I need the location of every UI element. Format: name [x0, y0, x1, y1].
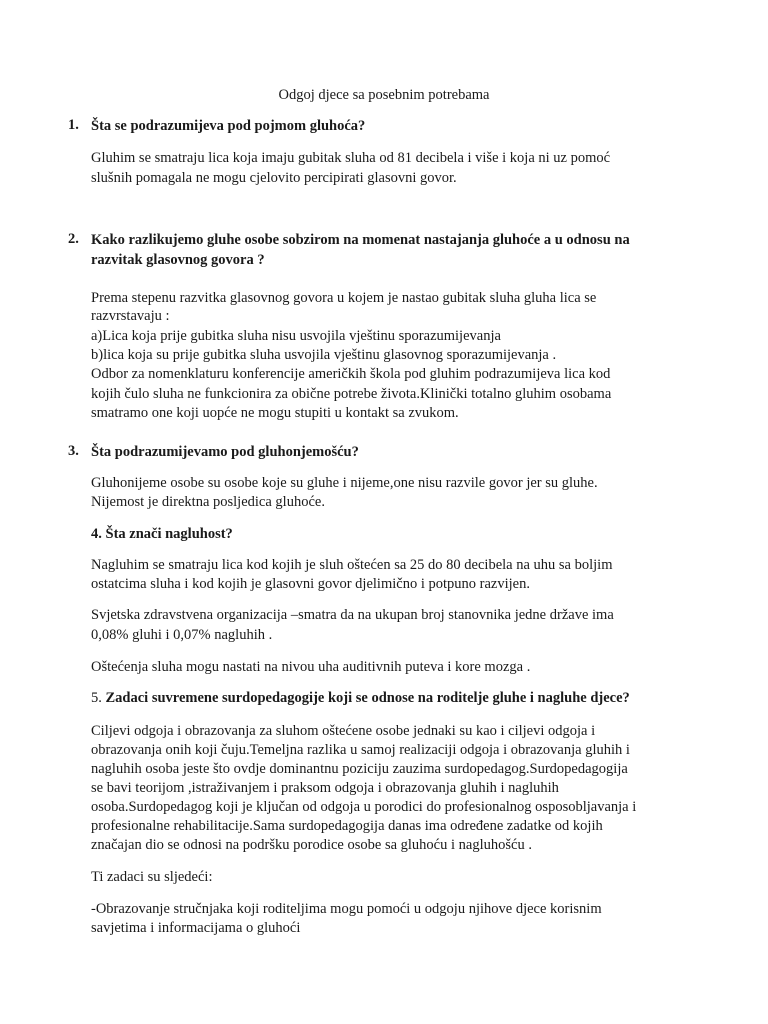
answer-5-line-6: profesionalne rehabilitacije.Sama surdopedagogija danas ima određene zadatke od kojih	[91, 818, 603, 834]
answer-1-line-1: Gluhim se smatraju lica koja imaju gubitak sluha od 81 decibela i više i koja ni uz pomoć	[91, 150, 611, 166]
question-5-number: 5.	[91, 690, 102, 706]
answer-1-line-2: slušnih pomagala ne mogu cjelovito percipirati glasovni govor.	[91, 170, 457, 186]
answer-5-line-7: značajan dio se odnosi na podršku porodice osobe sa gluhoću i nagluhošću .	[91, 837, 532, 853]
document-title: Odgoj djece sa posebnim potrebama	[278, 87, 490, 103]
answer-4-line-3: Svjetska zdravstvena organizacija –smatra da na ukupan broj stanovnika jedne države ima	[91, 607, 614, 623]
answer-2-line-7: smatramo one koji uopće ne mogu stupiti u kontakt sa zvukom.	[91, 405, 459, 421]
answer-5-line-8: Ti zadaci su sljedeći:	[91, 869, 213, 885]
question-4-heading: 4. Šta znači nagluhost?	[91, 526, 233, 542]
answer-2-line-3: a)Lica koja prije gubitka sluha nisu usvojila vještinu sporazumijevanja	[91, 328, 501, 344]
answer-2-line-6: kojih čulo sluha ne funkcionira za obične potrebe života.Klinički totalno gluhim osobama	[91, 386, 612, 402]
answer-3-line-1: Gluhonijeme osobe su osobe koje su gluhe i nijeme,one nisu razvile govor jer su gluhe.	[91, 475, 598, 491]
answer-2-line-5: Odbor za nomenklaturu konferencije američkih škola pod gluhim podrazumijeva lica kod	[91, 366, 611, 382]
question-5-heading	[91, 689, 630, 708]
answer-3-line-2: Nijemost je direktna posljedica gluhoće.	[91, 494, 325, 510]
question-2-number: 2.	[68, 231, 79, 247]
answer-2-line-4: b)lica koja su prije gubitka sluha usvojila vještinu glasovnog sporazumijevanja .	[91, 347, 557, 363]
answer-2-line-2: razvrstavaju :	[91, 308, 170, 324]
answer-4-line-2: ostatcima sluha i kod kojih je glasovni govor djelimično i potpuno razvijen.	[91, 576, 530, 592]
answer-4-line-4: 0,08% gluhi i 0,07% nagluhih .	[91, 627, 273, 643]
answer-5-line-5: osoba.Surdopedagog koji je ključan od odgoja u porodici do profesionalnog osposobljavanja i	[91, 799, 637, 815]
answer-5-line-1: Ciljevi odgoja i obrazovanja za sluhom oštećene osobe jednaki su kao i ciljevi odgoja i	[91, 723, 596, 739]
answer-5-line-4: se bavi teorijom ,istraživanjem i praksom odgoja i obrazovanja gluhih i nagluhih	[91, 780, 559, 796]
question-5-text: Zadaci suvremene surdopedagogije koji se odnose na roditelje gluhe i nagluhe djece?	[101, 690, 630, 706]
question-1-number: 1.	[68, 117, 79, 133]
answer-4-line-5: Oštećenja sluha mogu nastati na nivou uha auditivnih puteva i kore mozga .	[91, 659, 531, 675]
answer-2-line-1: Prema stepenu razvitka glasovnog govora u kojem je nastao gubitak sluha gluha lica se	[91, 290, 597, 306]
answer-5-line-10: savjetima i informacijama o gluhoći	[91, 920, 301, 936]
question-2-heading-line-1: Kako razlikujemo gluhe osobe sobzirom na momenat nastajanja gluhoće a u odnosu na	[91, 232, 630, 248]
answer-4-line-1: Nagluhim se smatraju lica kod kojih je sluh oštećen sa 25 do 80 decibela na uhu sa boljim	[91, 557, 613, 573]
question-3-number: 3.	[68, 443, 79, 459]
question-2-heading-line-2: razvitak glasovnog govora ?	[91, 252, 265, 268]
answer-5-line-2: obrazovanja onih koji čuju.Temeljna razlika u samoj realizaciji odgoja i obrazovanja gluhih i	[91, 742, 630, 758]
question-3-heading: Šta podrazumijevamo pod gluhonjemošću?	[91, 444, 359, 460]
answer-5-line-9: -Obrazovanje stručnjaka koji roditeljima mogu pomoći u odgoju njihove djece korisnim	[91, 901, 602, 917]
question-1-heading: Šta se podrazumijeva pod pojmom gluhoća?	[91, 118, 366, 134]
answer-5-line-3: nagluhih osoba jeste što ovdje dominantnu poziciju zauzima surdopedagog.Surdopedagogija	[91, 761, 628, 777]
